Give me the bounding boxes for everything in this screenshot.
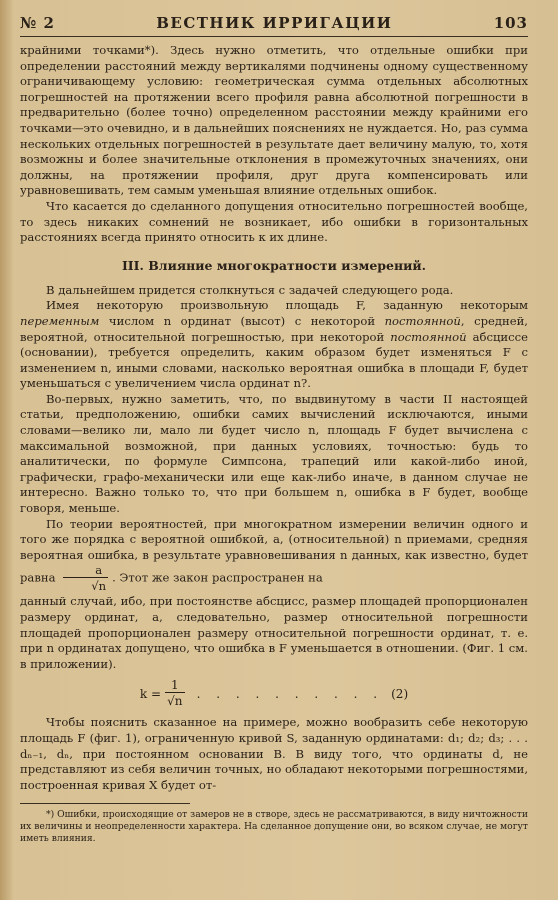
p4-italic-1: переменным <box>20 313 100 328</box>
paragraph-4 <box>20 298 528 392</box>
p4-part-c: , средней, вероятной, относительной погрешностью, при некоторой <box>20 313 528 344</box>
issue-number: № 2 <box>20 14 55 32</box>
p4-italic-2: постоянной <box>384 313 461 328</box>
equation-lhs: k = <box>139 686 161 701</box>
p6-text: По теории вероятностей, при многократном измерении величин одного и того же порядка с вероятной ошибкой, a, (относительной) n приемами, средняя вероятная ошибка, в результате уравновешивания n данных, как известно, будет равна <box>20 516 528 585</box>
equation-fraction <box>165 678 185 709</box>
equation-denominator: √n <box>167 694 183 709</box>
footnote-divider <box>20 803 190 804</box>
footnote <box>20 809 528 845</box>
equation-numerator: 1 <box>165 678 185 693</box>
p6-after: . Этот же закон распространен на <box>112 570 323 585</box>
paragraph-8: Чтобы пояснить сказанное на примере, можно вообразить себе некоторую площадь F (фиг. 1), ограниченную кривой S, заданную ординатами: d₁; d₂; d₃; . . . dₙ₋₁, dₙ, при постоянном основании B. В виду того, что ординаты d, не представляют из себя величин точных, но обладают некоторыми погрешностями, построенная кривая X будет от- <box>20 715 529 792</box>
p4-part-a: Имея некоторую произвольную площадь F, заданную некоторым <box>46 298 528 313</box>
paragraph-6 <box>20 517 528 595</box>
paragraph-3: В дальнейшем придется столкнуться с задачей следующего рода. <box>46 282 454 297</box>
footnote-text: *) Ошибки, происходящие от замеров не в створе, здесь не рассматриваются, в виду ничтожности их величины и неопределенности характера. На сделанное допущение они, во всяком случае, не могут иметь влияния. <box>20 809 528 845</box>
p4-part-d: абсциссе (основании), требуется определить, каким образом будет изменяться F с изменением n, иными словами, насколько вероятная ошибка в площади F, будет уменьшаться с увеличением числа ординат n?. <box>20 329 528 391</box>
section-title: III. Влияние многократности измерений. <box>121 257 427 273</box>
paragraph-1: крайними точками*). Здесь нужно отметить, что отдельные ошибки при определении расстояний между вертикалями подчинены одному существенному ограничивающему условию: геометрическая сумма отдельных абсолютных погрешностей на протяжении всего профиля равна абсолютной погрешности в предварительно (более точно) определенном расстоянии между крайними его точками—это очевидно, и в дальнейших пояснениях не нуждается. Но, раз сумма нескольких отдельных погрешностей в результате дает величину малую, то, хотя возможны и более значительные отклонения в промежуточных значениях, они должны, на протяжении профиля, друг друга компенсировать или уравновешивать, тем самым уменьшая влияние отдельных ошибок. <box>20 43 528 198</box>
journal-title: ВЕСТНИК ИРРИГАЦИИ <box>156 14 393 32</box>
article-body <box>20 43 528 845</box>
paragraph-7: данный случай, ибо, при постоянстве абсцисс, размер площадей пропорционален размеру ординат, а, следовательно, размер относительной погрешности площадей пропорционален размеру относительной погрешности ординат, т. е. при n ординатах допущено, что ошибка в F уменьшается в отношении. (Фиг. 1 см. в приложении). <box>20 594 528 671</box>
page-header <box>20 14 528 37</box>
paragraph-5: Во-первых, нужно заметить, что, по выдвинутому в части II настоящей статьи, предположению, ошибки самих вычислений исключаются, иными словами—велико ли, мало ли будет число n, площадь F будет вычислена с максимальной возможной, при данных условиях, точностью: будь то аналитически, по формуле Симпсона, трапеций или какой-либо иной, графически, графо-механически или еще как-либо иначе, в данном случае не интересно. Важно только то, что при большем n, ошибка в F будет, вообще говоря, меньше. <box>20 391 528 516</box>
paragraph-2: Что касается до сделанного допущения относительно погрешностей вообще, то здесь никаких сомнений не возникает, ибо ошибки в горизонтальных расстояниях всегда принято относить к их длине. <box>20 198 528 245</box>
p4-italic-3: постоянной <box>390 329 467 344</box>
inline-fraction <box>63 563 108 594</box>
inline-fraction-denominator: √n <box>91 579 107 594</box>
equation-dots: . . . . . . . . . . <box>196 686 384 701</box>
page-number: 103 <box>493 14 528 32</box>
equation-2 <box>20 678 528 709</box>
p4-part-b: числом n ординат (высот) с некоторой <box>99 313 385 328</box>
inline-fraction-numerator: a <box>63 563 108 578</box>
equation-number: (2) <box>391 686 409 701</box>
